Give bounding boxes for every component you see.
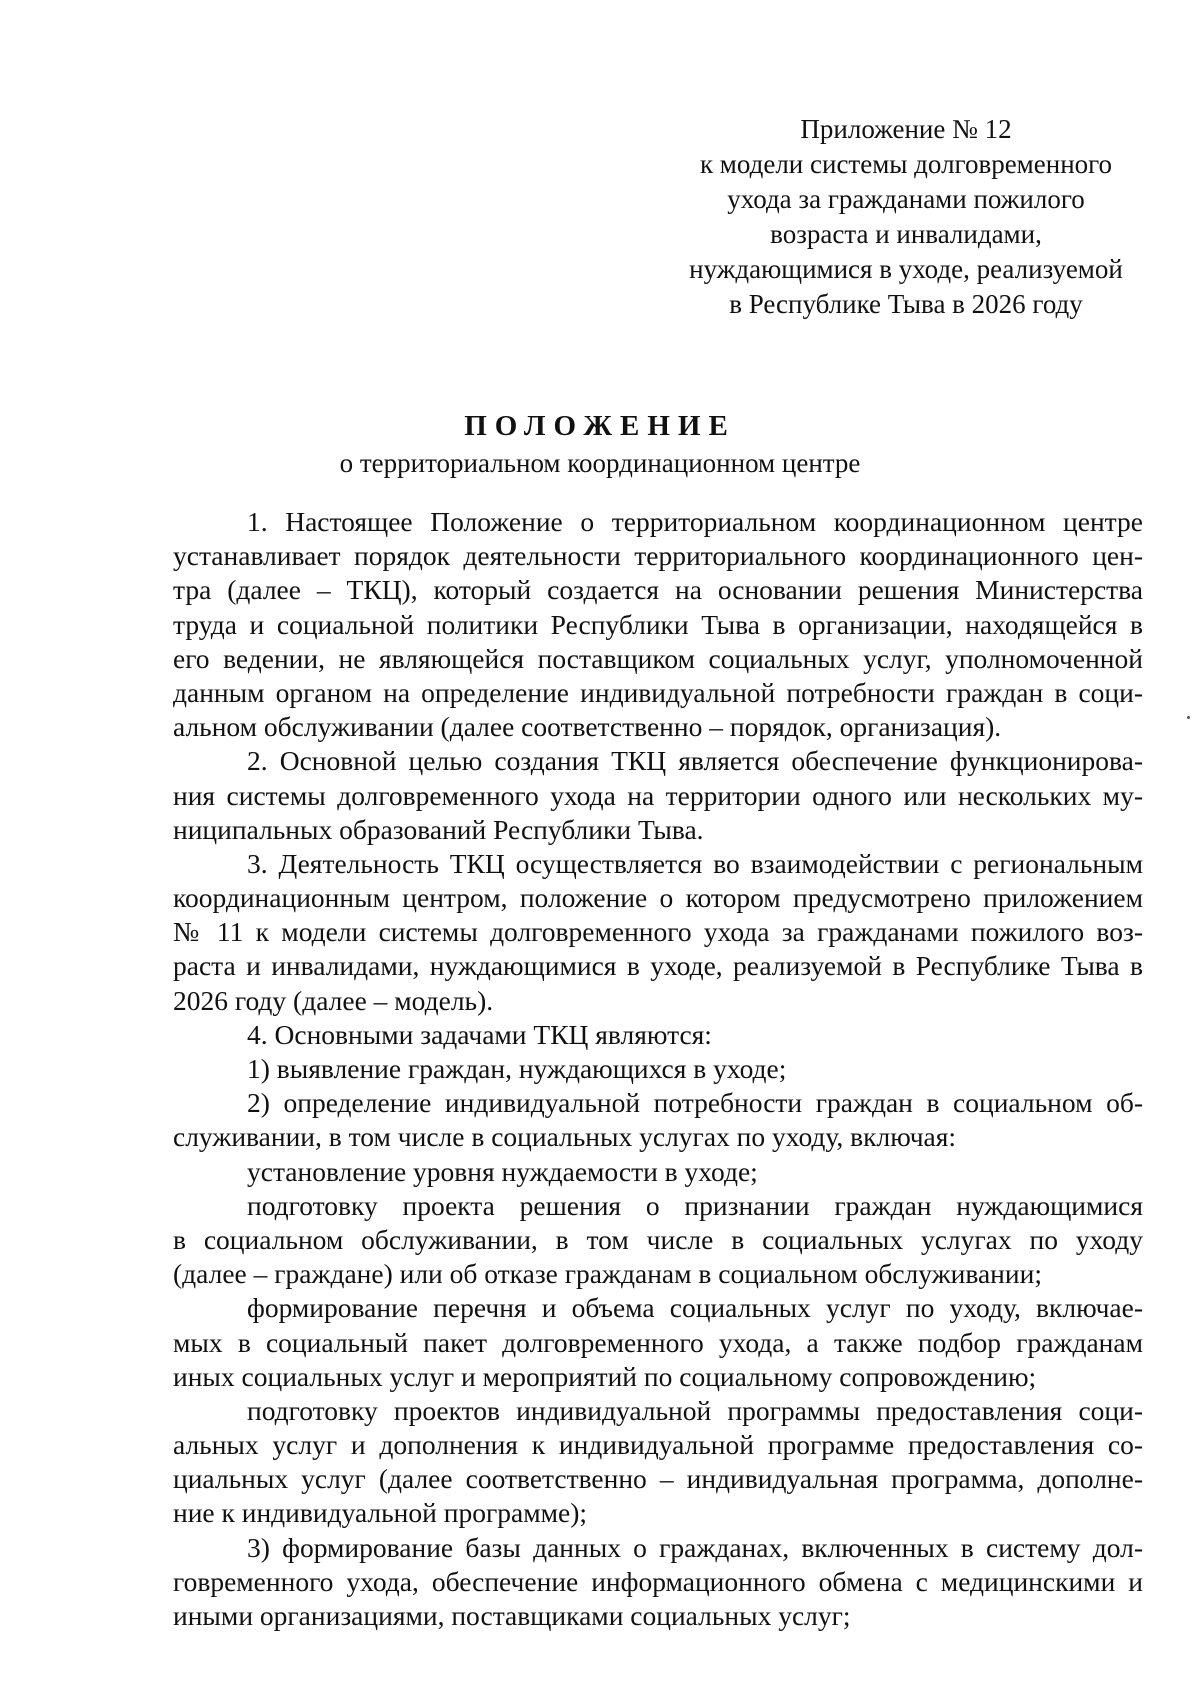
- appendix-line: в Республике Тыва в 2026 году: [729, 289, 1083, 319]
- body-line: в социальном обслуживании, в том числе в социальных услугах по уходу: [173, 1223, 1143, 1255]
- appendix-header: [672, 112, 1140, 322]
- document-title: ПОЛОЖЕНИЕ: [464, 410, 736, 442]
- body-line: 2. Основной целью создания ТКЦ является обеспечение функционирова-: [247, 745, 1143, 777]
- appendix-line: возраста и инвалидами,: [770, 219, 1042, 249]
- body-line: раста и инвалидами, нуждающимися в уходе, реализуемой в Республике Тыва в: [173, 950, 1143, 982]
- body-line: 2026 году (далее – модель).: [173, 984, 494, 1016]
- body-line: 3. Деятельность ТКЦ осуществляется во взаимодействии с региональным: [247, 847, 1143, 879]
- body-line: тра (далее – ТКЦ), который создается на основании решения Министерства: [173, 574, 1143, 606]
- body-line: данным органом на определение индивидуальной потребности граждан в соци-: [173, 676, 1143, 708]
- scan-speck: [1187, 716, 1190, 719]
- body-line: координационным центром, положение о котором предусмотрено приложением: [173, 882, 1143, 914]
- body-line: труда и социальной политики Республики Тыва в организации, находящейся в: [173, 608, 1143, 640]
- body-line: мых в социальный пакет долговременного ухода, а также подбор гражданам: [173, 1326, 1143, 1358]
- body-line: 1. Настоящее Положение о территориальном координационном центре: [247, 506, 1143, 537]
- document-body: [173, 505, 1143, 1633]
- body-line: (далее – граждане) или об отказе гражданам в социальном обслуживании;: [173, 1258, 1042, 1290]
- body-line: иных социальных услуг и мероприятий по социальному сопровождению;: [173, 1360, 1037, 1392]
- body-line: 1) выявление граждан, нуждающихся в уходе;: [247, 1053, 787, 1084]
- document-subtitle: о территориальном координационном центре: [339, 448, 861, 478]
- body-line: альных услуг и дополнения к индивидуальной программе предоставления со-: [173, 1429, 1143, 1461]
- body-line: служивании, в том числе в социальных услугах по уходу, включая:: [173, 1121, 957, 1153]
- body-line: говременного ухода, обеспечение информационного обмена с медицинскими и: [173, 1565, 1143, 1597]
- body-line: альном обслуживании (далее соответственно – порядок, организация).: [173, 711, 1002, 743]
- body-line: 2) определение индивидуальной потребности граждан в социальном об-: [247, 1087, 1143, 1119]
- body-line: иными организациями, поставщиками социальных услуг;: [173, 1600, 851, 1631]
- body-line: 4. Основными задачами ТКЦ являются:: [247, 1018, 712, 1050]
- body-line: ние к индивидуальной программе);: [173, 1497, 588, 1529]
- body-line: формирование перечня и объема социальных услуг по уходу, включае-: [247, 1292, 1143, 1324]
- body-line: № 11 к модели системы долговременного ухода за гражданами пожилого воз-: [173, 916, 1143, 948]
- body-line: подготовку проектов индивидуальной программы предоставления соци-: [247, 1394, 1143, 1426]
- appendix-line: нуждающимися в уходе, реализуемой: [689, 254, 1123, 284]
- appendix-line: Приложение № 12: [800, 114, 1012, 144]
- body-line: 3) формирование базы данных о гражданах, включенных в систему дол-: [247, 1531, 1143, 1563]
- body-line: ниципальных образований Республики Тыва.: [173, 813, 704, 845]
- body-line: ния системы долговременного ухода на территории одного или нескольких му-: [173, 779, 1143, 811]
- body-line: устанавливает порядок деятельности территориального координационного цен-: [173, 540, 1143, 572]
- body-line: установление уровня нуждаемости в уходе;: [247, 1155, 758, 1187]
- appendix-line: к модели системы долговременного: [699, 149, 1113, 179]
- body-line: его ведении, не являющейся поставщиком социальных услуг, уполномоченной: [173, 642, 1143, 674]
- body-line: подготовку проекта решения о признании граждан нуждающимися: [247, 1189, 1143, 1221]
- body-line: циальных услуг (далее соответственно – индивидуальная программа, дополне-: [173, 1463, 1143, 1495]
- appendix-line: ухода за гражданами пожилого: [727, 184, 1085, 214]
